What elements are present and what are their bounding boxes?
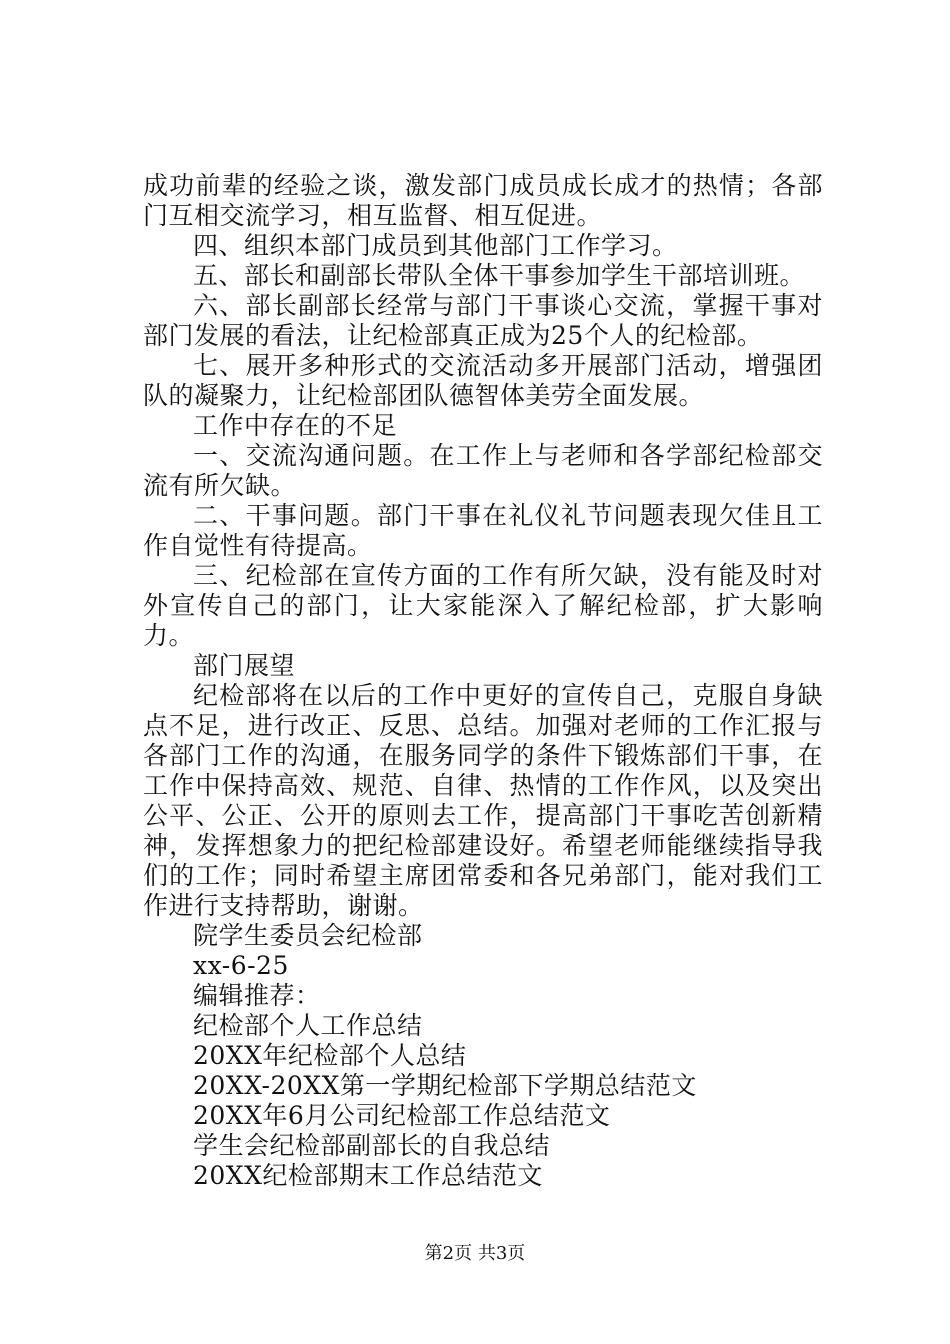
signature-org: 院学生委员会纪检部 (193, 921, 423, 950)
paragraph: 二、干事问题。部门干事在礼仪礼节问题表现欠佳且工作自觉性有待提高。 (143, 501, 823, 560)
recommend-item[interactable]: 20XX年纪检部个人总结 (193, 1041, 467, 1070)
recommend-item[interactable]: 20XX-20XX第一学期纪检部下学期总结范文 (193, 1071, 697, 1100)
page-footer: 第2页 共3页 (424, 1243, 526, 1264)
paragraph: 纪检部将在以后的工作中更好的宣传自己，克服自身缺点不足，进行改正、反思、总结。加强对老师的工作汇报与各部门工作的沟通，在服务同学的条件下锻炼部们干事，在工作中保持高效、规范、自律、热情的工作作风，以及突出公平、公正、公开的原则去工作，提高部门干事吃苦创新精神，发挥想象力的把纪检部建设好。希望老师能继续指导我们的工作；同时希望主席团常委和各兄弟部门，能对我们工作进行支持帮助，谢谢。 (143, 681, 823, 920)
recommend-item[interactable]: 20XX年6月公司纪检部工作总结范文 (193, 1101, 611, 1130)
recommend-item[interactable]: 学生会纪检部副部长的自我总结 (193, 1131, 551, 1160)
signature-date: xx-6-25 (193, 951, 289, 980)
paragraph: 一、交流沟通问题。在工作上与老师和各学部纪检部交流有所欠缺。 (143, 441, 823, 500)
paragraph: 成功前辈的经验之谈，激发部门成员成长成才的热情；各部门互相交流学习，相互监督、相互促进。 (143, 171, 823, 230)
section-heading: 工作中存在的不足 (193, 411, 398, 440)
paragraph: 六、部长副部长经常与部门干事谈心交流，掌握干事对部门发展的看法，让纪检部真正成为25个人的纪检部。 (143, 291, 823, 350)
recommend-label: 编辑推荐： (193, 981, 321, 1010)
recommend-item[interactable]: 纪检部个人工作总结 (193, 1011, 423, 1040)
section-heading: 部门展望 (193, 651, 296, 680)
paragraph: 七、展开多种形式的交流活动多开展部门活动，增强团队的凝聚力，让纪检部团队德智体美劳全面发展。 (143, 351, 823, 410)
document-body (143, 171, 823, 1191)
paragraph: 四、组织本部门成员到其他部门工作学习。 (193, 231, 678, 260)
paragraph: 三、纪检部在宣传方面的工作有所欠缺，没有能及时对外宣传自己的部门，让大家能深入了解纪检部，扩大影响力。 (143, 561, 823, 650)
recommend-item[interactable]: 20XX纪检部期末工作总结范文 (193, 1161, 543, 1190)
paragraph: 五、部长和副部长带队全体干事参加学生干部培训班。 (193, 261, 806, 290)
